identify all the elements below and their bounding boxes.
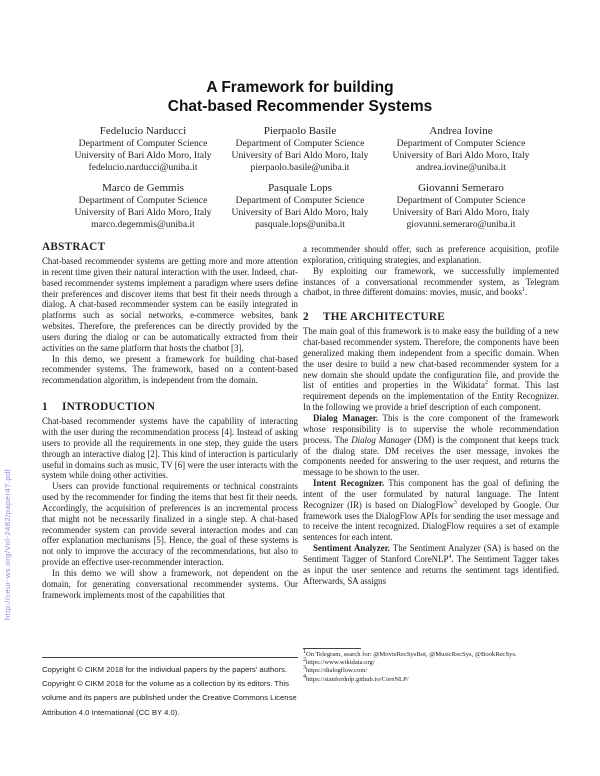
author-email[interactable]: pierpaolo.basile@uniba.it — [250, 162, 350, 173]
body-paragraph — [303, 266, 559, 299]
paragraph-text: . — [524, 287, 528, 298]
footnotes — [303, 648, 559, 684]
author-name: Pierpaolo Basile — [263, 125, 337, 137]
section-number: 2 — [303, 311, 309, 324]
author-email[interactable]: fedelucio.narducci@uniba.it — [88, 162, 198, 173]
footnote-number: 1 — [303, 648, 306, 655]
body-paragraph: Users can provide functional requirements or technical constraints used by the recommender for finding the items that best fit their needs. Accordingly, the acquisition of preferences is an incremental process that might not be necessarily finalized in a single step. A chat-based recommender system can provide several interaction modes and can offer explanation mechanisms [5]. Hence, the goal of these systems is not only to improve the accuracy of the recommendations, but also to provide an effective user-recommender interaction. — [42, 481, 298, 568]
author-univ: University of Bari Aldo Moro, Italy — [231, 207, 369, 218]
footnote — [303, 667, 559, 675]
footnote-text: On Telegram, search for: @MovieRecSysBot, @MusicRecSys, @BookRecSys. — [306, 651, 517, 658]
author-univ: University of Bari Aldo Moro, Italy — [231, 150, 369, 161]
author-email[interactable]: marco.degemmis@uniba.it — [91, 219, 195, 230]
footnote-ref[interactable]: 2 — [485, 380, 488, 387]
author-univ: University of Bari Aldo Moro, Italy — [392, 150, 530, 161]
abstract-paragraph: In this demo, we present a framework for building chat-based recommender systems. The framework, based on a content-based recommendation algorithm, is independent from the domain. — [42, 353, 298, 386]
body-paragraph — [303, 326, 559, 413]
section-title: INTRODUCTION — [62, 401, 156, 414]
body-paragraph — [303, 543, 559, 586]
author-name: Marco de Gemmis — [102, 182, 184, 194]
section-title: THE ARCHITECTURE — [323, 311, 445, 324]
author-univ: University of Bari Aldo Moro, Italy — [392, 207, 530, 218]
copyright-divider — [42, 657, 298, 658]
footnote-number: 2 — [303, 657, 306, 664]
author-name: Pasquale Lops — [268, 182, 332, 194]
paragraph-text: The main goal of this framework is to make easy the building of a new chat-based recommender system. Therefore, the components have been generalized making them independent from a specific domain. When the user desire to build a new chat-based recommender system for a new domain she should update the configuration file, and provide the list of entities and properties in the Wikidata — [303, 326, 559, 391]
footnote-number: 4 — [303, 673, 306, 680]
italic-term: Dialog Manager — [351, 434, 412, 445]
section-number: 1 — [42, 401, 48, 414]
body-paragraph — [303, 413, 559, 478]
footnote-link[interactable]: https://www.wikidata.org/ — [306, 659, 375, 667]
body-paragraph: a recommender should offer, such as preference acquisition, profile exploration, critiquing strategies, and explanation. — [303, 244, 559, 265]
author-dept: Department of Computer Science — [235, 138, 365, 149]
author-block — [58, 182, 228, 231]
run-in-heading: Sentiment Analyzer. — [313, 543, 390, 554]
paragraph-text: developed by Google. Our framework uses the DialogFlow APIs for sending the user message and to receive the intent recognized. DialogFlow requires a set of example sentences for each intent. — [303, 499, 559, 543]
body-paragraph: In this demo we will show a framework, not dependent on the domain, for generating conversational recommender systems. Our framework implements most of the capabilities that — [42, 567, 298, 600]
footnote-ref[interactable]: 3 — [453, 499, 457, 506]
author-univ: University of Bari Aldo Moro, Italy — [74, 150, 212, 161]
footnote-link[interactable]: https://stanfordnlp.github.io/CoreNLP/ — [306, 675, 409, 683]
author-univ: University of Bari Aldo Moro, Italy — [74, 207, 212, 218]
run-in-heading: Intent Recognizer. — [313, 478, 385, 489]
body-paragraph: Chat-based recommender systems have the capability of interacting with the user during the recommendation process [4]. Instead of asking users to provide all the requirements in one step, they guide the users through an interactive dialog [2]. This kind of interaction is particularly useful in domains such as music, TV [6] were the user interacts with the system while doing other activities. — [42, 416, 299, 481]
title-line-1: A Framework for building — [206, 79, 394, 96]
footnote-divider — [303, 648, 361, 649]
author-dept: Department of Computer Science — [235, 195, 365, 206]
run-in-heading: Dialog Manager. — [313, 412, 379, 423]
author-block — [376, 182, 546, 231]
author-block — [215, 125, 385, 174]
abstract-heading: ABSTRACT — [42, 241, 106, 253]
left-column — [42, 240, 298, 600]
section-heading-architecture — [303, 310, 559, 324]
section-heading-introduction — [42, 400, 298, 414]
author-block — [376, 125, 546, 174]
title-line-2: Chat-based Recommender Systems — [167, 98, 433, 115]
author-dept: Department of Computer Science — [396, 195, 526, 206]
author-block — [58, 125, 228, 174]
footnote-link[interactable]: https://dialogflow.com/ — [306, 667, 368, 675]
footnote-ref[interactable]: 4 — [448, 553, 452, 560]
body-paragraph — [303, 478, 559, 543]
paragraph-text: By exploiting our framework, we successfully implemented instances of a conversational recommender system, as Telegram chatbot, in three different domains: movies, music, and books — [303, 265, 559, 298]
author-email[interactable]: pasquale.lops@uniba.it — [255, 219, 345, 230]
abstract-paragraph: Chat-based recommender systems are getting more and more attention in recent time given their natural interaction with the user. Indeed, chat-based recommender systems implement a paradigm where users define their preferences and discover items that best fit their needs through a dialog. A chat-based recommender system can be easily integrated in platforms such as social networks, e-commerce websites, bank websites. Therefore, the preferences can be directly provided by the users during the dialog or can be automatically extracted from their activities on the same platform that hosts the chatbot [3]. — [42, 256, 298, 353]
author-email[interactable]: giovanni.semeraro@uniba.it — [406, 219, 516, 230]
author-dept: Department of Computer Science — [78, 195, 208, 206]
copyright-notice: Copyright © CIKM 2018 for the individual papers by the papers' authors. Copyright © CIKM 2018 for the volume as a collection by its editors. This volume and its papers are published under the Creative Commons License Attribution 4.0 International (CC BY 4.0). — [42, 665, 297, 717]
paragraph-text: This component has the goal of defining the intent of the user formulated by natural language. The Intent Recognizer (IR) is based on DialogFlow — [303, 478, 559, 510]
paragraph-text: This is the core component of the framework whose responsibility is to supervise the whole recommendation process. The — [303, 412, 559, 445]
paragraph-text: (DM) is the component that keeps track of the dialog state. DM receives the user message, invokes the components needed for answering to the user request, and returns the message to be shown to the user. — [303, 434, 559, 478]
footnote-ref[interactable]: 1 — [521, 287, 525, 294]
right-column — [303, 244, 559, 586]
paragraph-text: The Sentiment Analyzer (SA) is based on the Sentiment Tagger of Stanford CoreNLP — [303, 543, 560, 564]
author-dept: Department of Computer Science — [396, 138, 526, 149]
author-block — [215, 182, 385, 231]
footnote-number: 3 — [303, 665, 306, 672]
paragraph-text: . The Sentiment Tagger takes as input the user sentence and returns the sentiment tags identified. Afterwards, SA assigns — [303, 553, 559, 586]
author-email[interactable]: andrea.iovine@uniba.it — [416, 162, 506, 173]
footnote — [303, 648, 559, 659]
author-name: Fedelucio Narducci — [99, 125, 187, 137]
author-dept: Department of Computer Science — [78, 138, 208, 149]
paper-title — [0, 78, 600, 116]
paragraph-text: format. This last requirement depends on the implementation of the Entity Recognizer. In the following we provide a brief description of each component. — [303, 380, 559, 413]
author-name: Giovanni Semeraro — [418, 182, 504, 194]
source-url-watermark[interactable]: http://ceur-ws.org/Vol-2482/paper47.pdf — [3, 468, 12, 620]
author-name: Andrea Iovine — [429, 125, 493, 137]
footnote — [303, 673, 559, 684]
